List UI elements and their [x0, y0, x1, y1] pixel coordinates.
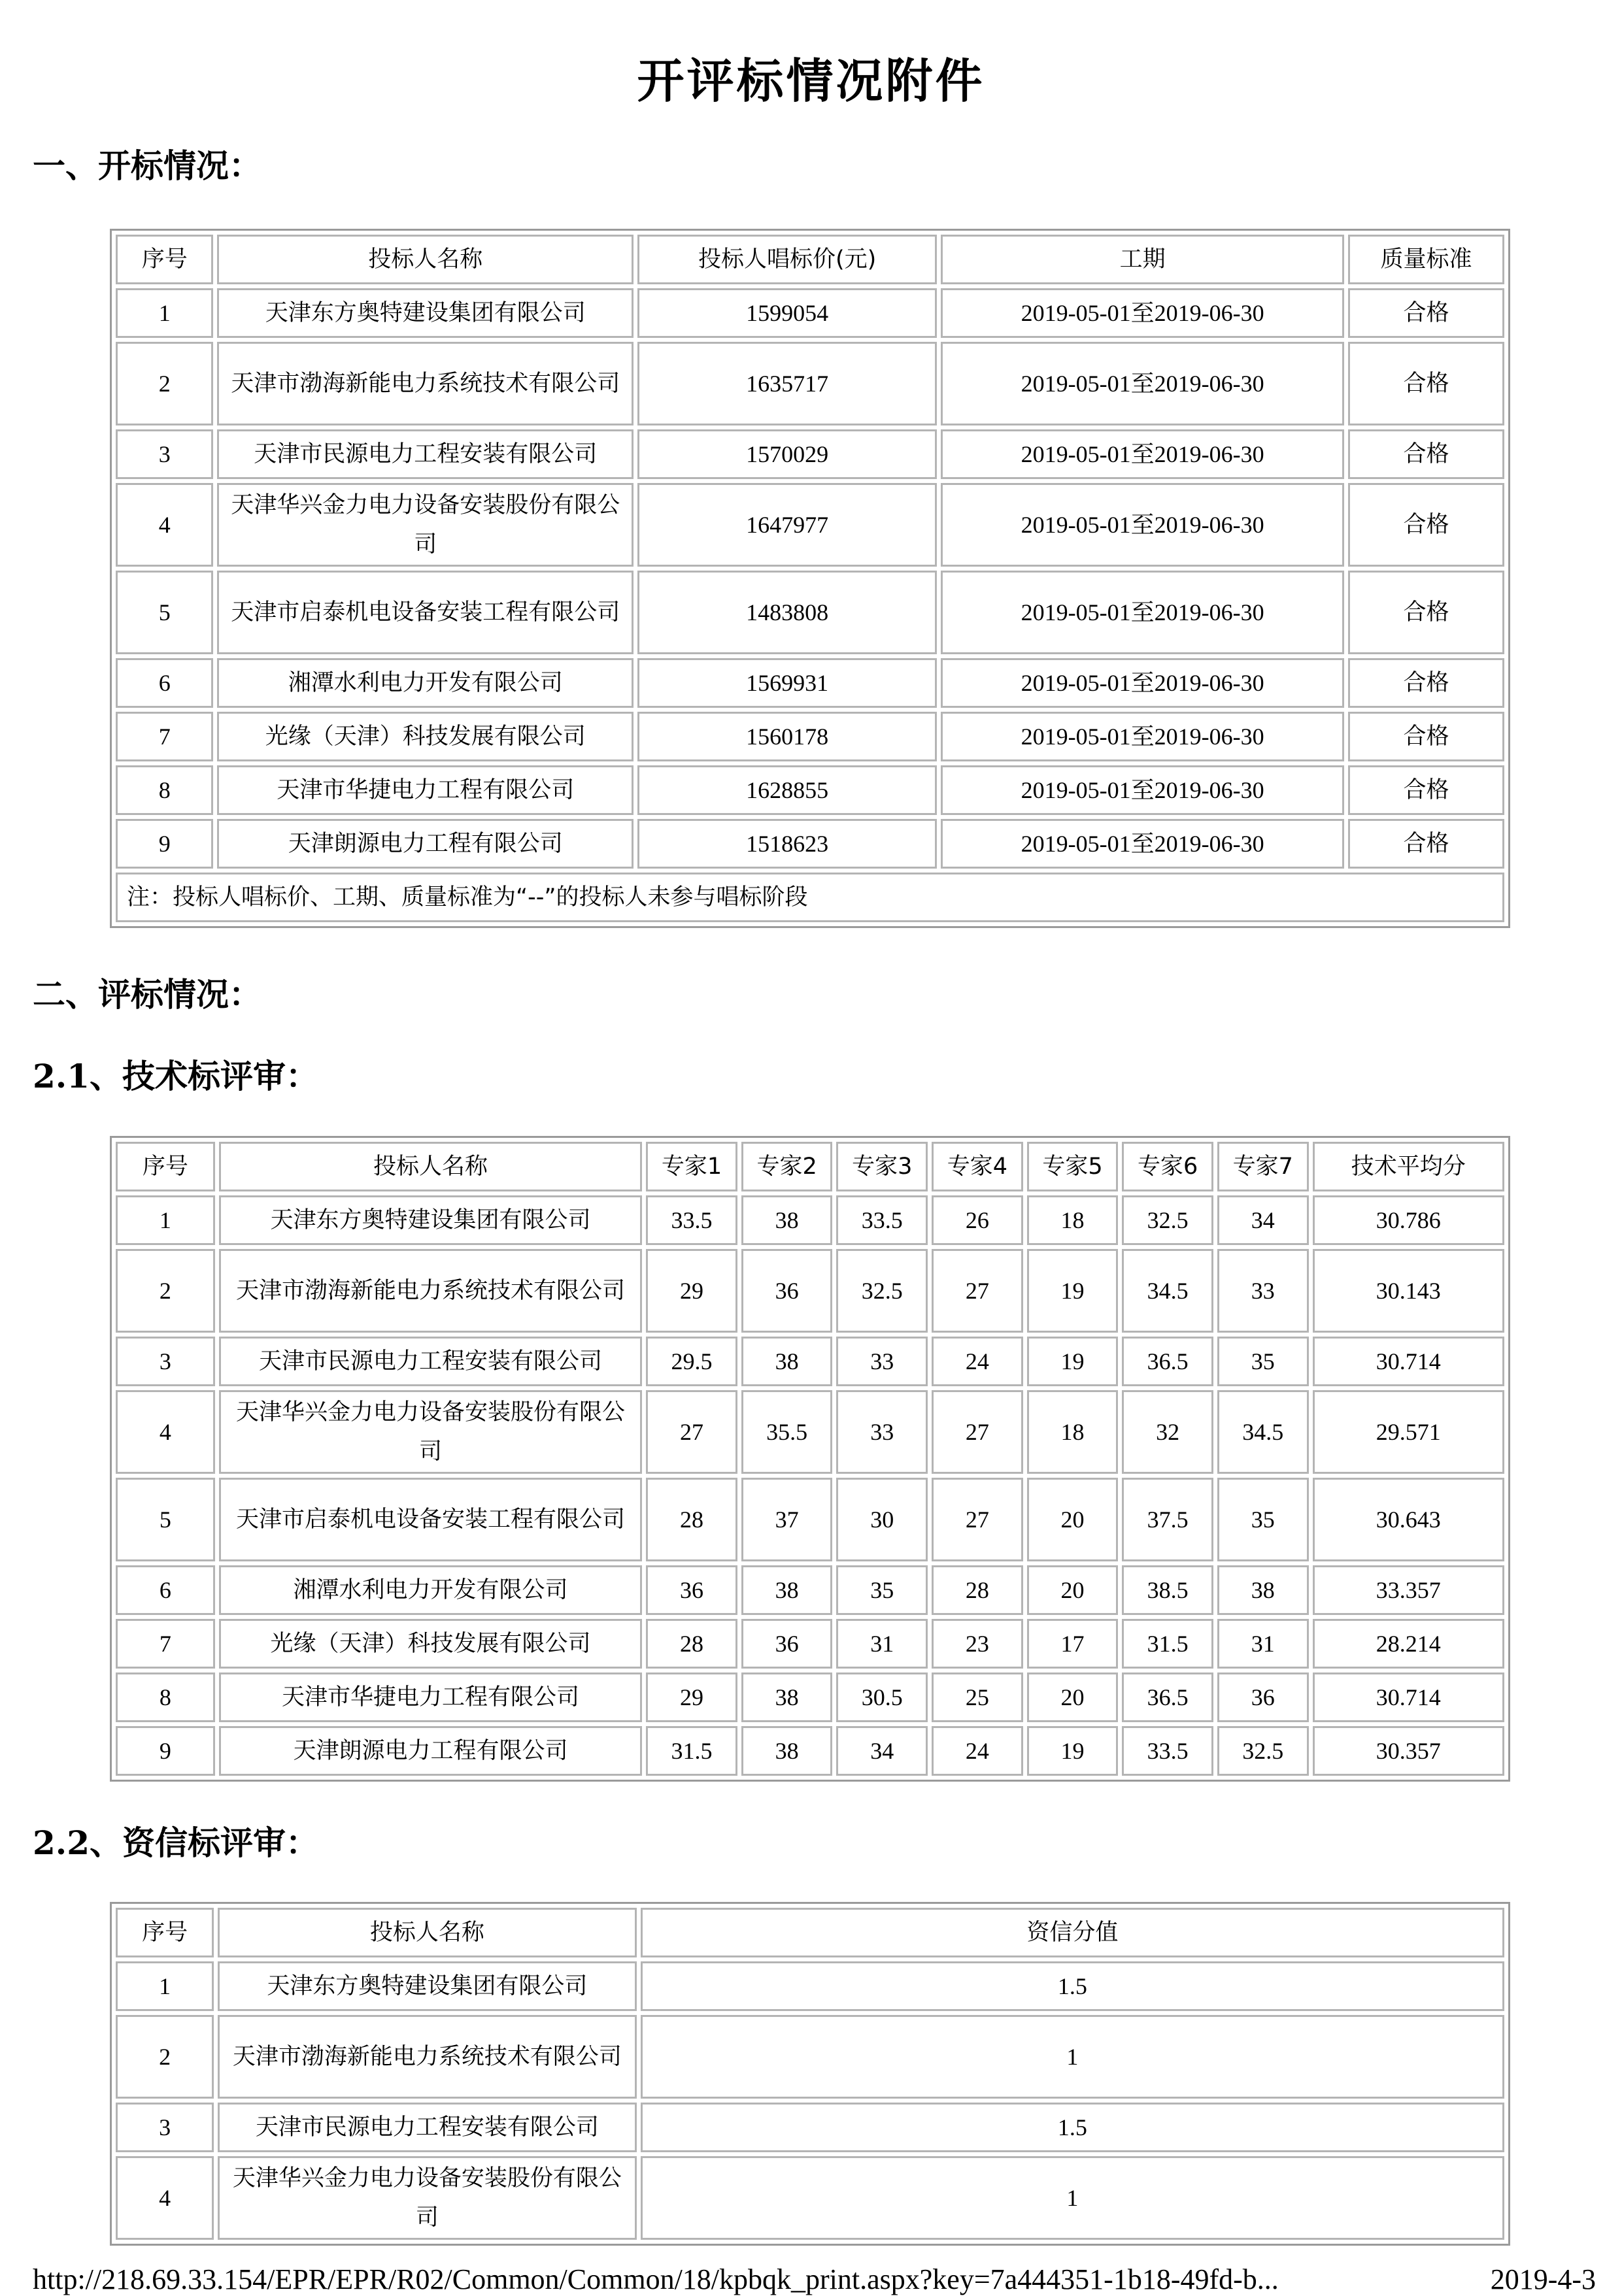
table-row: [116, 1249, 1504, 1333]
table-header-row: [116, 1142, 1504, 1191]
table-cell: 30.357: [1313, 1726, 1504, 1776]
table-cell: 33: [836, 1337, 928, 1386]
table-cell: 天津华兴金力电力设备安装股份有限公司: [217, 483, 634, 567]
opening-table: [110, 229, 1510, 928]
table-cell: 1: [641, 2156, 1504, 2240]
table-cell: 38: [741, 1672, 833, 1722]
table-cell: 光缘（天津）科技发展有限公司: [217, 712, 634, 761]
table-cell: 5: [116, 571, 213, 654]
table-cell: 30.643: [1313, 1478, 1504, 1561]
table-cell: 天津朗源电力工程有限公司: [217, 819, 634, 869]
table-cell: 天津朗源电力工程有限公司: [219, 1726, 643, 1776]
header-cell: 投标人唱标价(元): [637, 235, 937, 284]
table-cell: 1.5: [641, 2103, 1504, 2152]
table-cell: 25: [932, 1672, 1023, 1722]
technical-table: [110, 1136, 1510, 1782]
table-cell: 19: [1027, 1337, 1119, 1386]
header-cell: 投标人名称: [219, 1142, 643, 1191]
table-cell: 31: [836, 1619, 928, 1669]
table-row: [116, 2015, 1504, 2099]
table-cell: 27: [932, 1478, 1023, 1561]
table-cell: 27: [646, 1390, 737, 1474]
table-row: [116, 658, 1504, 708]
table-row: [116, 1478, 1504, 1561]
table-row: [116, 1961, 1504, 2011]
table-cell: 35: [1217, 1337, 1309, 1386]
table-cell: 3: [116, 2103, 214, 2152]
table-cell: 天津市民源电力工程安装有限公司: [218, 2103, 637, 2152]
table-cell: 5: [116, 1478, 215, 1561]
table-cell: 35.5: [741, 1390, 833, 1474]
table-cell: 1483808: [637, 571, 937, 654]
table-cell: 湘潭水利电力开发有限公司: [219, 1565, 643, 1615]
header-cell: 技术平均分: [1313, 1142, 1504, 1191]
table-cell: 36: [1217, 1672, 1309, 1722]
table-row: [116, 288, 1504, 338]
table-cell: 9: [116, 819, 213, 869]
table-cell: 天津市启泰机电设备安装工程有限公司: [217, 571, 634, 654]
table-row: [116, 1726, 1504, 1776]
note-row: [116, 873, 1504, 922]
table-cell: 4: [116, 483, 213, 567]
table-cell: 天津市渤海新能电力系统技术有限公司: [218, 2015, 637, 2099]
table-cell: 29: [646, 1672, 737, 1722]
table-cell: 1: [116, 1961, 214, 2011]
table-cell: 27: [932, 1249, 1023, 1333]
table-cell: 34: [1217, 1195, 1309, 1245]
table-cell: 天津市民源电力工程安装有限公司: [217, 429, 634, 479]
table-cell: 33.5: [646, 1195, 737, 1245]
table-cell: 2019-05-01至2019-06-30: [941, 712, 1344, 761]
table-cell: 6: [116, 658, 213, 708]
table-note: 注：投标人唱标价、工期、质量标准为“--”的投标人未参与唱标阶段: [116, 873, 1504, 922]
footer-date: 2019-4-3: [1490, 2263, 1596, 2295]
table-cell: 30: [836, 1478, 928, 1561]
table-cell: 天津市渤海新能电力系统技术有限公司: [219, 1249, 643, 1333]
table-cell: 4: [116, 1390, 215, 1474]
header-cell: 专家4: [932, 1142, 1023, 1191]
header-cell: 专家3: [836, 1142, 928, 1191]
table-cell: 33: [1217, 1249, 1309, 1333]
table-cell: 23: [932, 1619, 1023, 1669]
credit-table: [110, 1902, 1510, 2246]
table-cell: 34: [836, 1726, 928, 1776]
table-cell: 35: [836, 1565, 928, 1615]
section-heading-evaluation: 二、评标情况：: [33, 975, 262, 1014]
table-cell: 38: [741, 1337, 833, 1386]
table-cell: 2019-05-01至2019-06-30: [941, 571, 1344, 654]
table-row: [116, 2156, 1504, 2240]
table-cell: 36.5: [1122, 1337, 1213, 1386]
table-cell: 4: [116, 2156, 214, 2240]
page-title: 开评标情况附件: [637, 53, 985, 108]
table-cell: 27: [932, 1390, 1023, 1474]
table-cell: 38: [741, 1195, 833, 1245]
table-cell: 19: [1027, 1726, 1119, 1776]
table-cell: 天津市民源电力工程安装有限公司: [219, 1337, 643, 1386]
table-cell: 17: [1027, 1619, 1119, 1669]
table-cell: 6: [116, 1565, 215, 1615]
table-cell: 33.5: [836, 1195, 928, 1245]
table-cell: 28: [646, 1478, 737, 1561]
table-cell: 天津东方奥特建设集团有限公司: [218, 1961, 637, 2011]
table-cell: 30.714: [1313, 1337, 1504, 1386]
table-cell: 合格: [1348, 288, 1504, 338]
table-cell: 1: [116, 1195, 215, 1245]
table-row: [116, 429, 1504, 479]
table-cell: 19: [1027, 1249, 1119, 1333]
table-cell: 天津东方奥特建设集团有限公司: [219, 1195, 643, 1245]
header-cell: 专家7: [1217, 1142, 1309, 1191]
table-cell: 31.5: [1122, 1619, 1213, 1669]
table-cell: 2019-05-01至2019-06-30: [941, 819, 1344, 869]
table-cell: 26: [932, 1195, 1023, 1245]
table-cell: 1: [641, 2015, 1504, 2099]
table-cell: 2019-05-01至2019-06-30: [941, 429, 1344, 479]
header-cell: 资信分值: [641, 1908, 1504, 1957]
table-cell: 2: [116, 1249, 215, 1333]
table-cell: 8: [116, 765, 213, 815]
table-cell: 9: [116, 1726, 215, 1776]
table-cell: 合格: [1348, 342, 1504, 425]
table-cell: 20: [1027, 1672, 1119, 1722]
table-cell: 7: [116, 712, 213, 761]
header-cell: 专家5: [1027, 1142, 1119, 1191]
table-cell: 33.5: [1122, 1726, 1213, 1776]
table-cell: 1.5: [641, 1961, 1504, 2011]
table-cell: 2019-05-01至2019-06-30: [941, 658, 1344, 708]
table-cell: 2019-05-01至2019-06-30: [941, 342, 1344, 425]
table-cell: 30.5: [836, 1672, 928, 1722]
table-row: [116, 342, 1504, 425]
table-cell: 30.714: [1313, 1672, 1504, 1722]
table-cell: 8: [116, 1672, 215, 1722]
table-cell: 1647977: [637, 483, 937, 567]
table-cell: 24: [932, 1726, 1023, 1776]
table-cell: 24: [932, 1337, 1023, 1386]
table-row: [116, 819, 1504, 869]
table-row: [116, 1337, 1504, 1386]
table-cell: 30.786: [1313, 1195, 1504, 1245]
table-cell: 29: [646, 1249, 737, 1333]
table-cell: 36: [646, 1565, 737, 1615]
table-cell: 合格: [1348, 571, 1504, 654]
table-row: [116, 1672, 1504, 1722]
table-cell: 18: [1027, 1195, 1119, 1245]
table-cell: 30.143: [1313, 1249, 1504, 1333]
table-cell: 天津市启泰机电设备安装工程有限公司: [219, 1478, 643, 1561]
table-cell: 38: [1217, 1565, 1309, 1615]
table-cell: 湘潭水利电力开发有限公司: [217, 658, 634, 708]
header-cell: 工期: [941, 235, 1344, 284]
table-row: [116, 765, 1504, 815]
table-cell: 38.5: [1122, 1565, 1213, 1615]
table-cell: 3: [116, 1337, 215, 1386]
table-cell: 1: [116, 288, 213, 338]
table-cell: 合格: [1348, 429, 1504, 479]
table-cell: 32: [1122, 1390, 1213, 1474]
table-cell: 1570029: [637, 429, 937, 479]
header-cell: 序号: [116, 1908, 214, 1957]
table-row: [116, 712, 1504, 761]
table-cell: 天津市华捷电力工程有限公司: [217, 765, 634, 815]
table-cell: 38: [741, 1726, 833, 1776]
table-header-row: [116, 1908, 1504, 1957]
table-row: [116, 1619, 1504, 1669]
table-cell: 32.5: [1122, 1195, 1213, 1245]
table-row: [116, 1565, 1504, 1615]
header-cell: 专家6: [1122, 1142, 1213, 1191]
table-cell: 34.5: [1122, 1249, 1213, 1333]
table-cell: 28: [932, 1565, 1023, 1615]
table-cell: 28.214: [1313, 1619, 1504, 1669]
table-cell: 31: [1217, 1619, 1309, 1669]
table-cell: 3: [116, 429, 213, 479]
table-row: [116, 571, 1504, 654]
header-cell: 投标人名称: [218, 1908, 637, 1957]
table-row: [116, 1390, 1504, 1474]
table-row: [116, 2103, 1504, 2152]
table-cell: 1560178: [637, 712, 937, 761]
table-cell: 天津华兴金力电力设备安装股份有限公司: [219, 1390, 643, 1474]
table-cell: 合格: [1348, 765, 1504, 815]
table-cell: 29.571: [1313, 1390, 1504, 1474]
table-cell: 1569931: [637, 658, 937, 708]
table-cell: 33.357: [1313, 1565, 1504, 1615]
table-cell: 35: [1217, 1478, 1309, 1561]
table-cell: 天津市华捷电力工程有限公司: [219, 1672, 643, 1722]
table-cell: 18: [1027, 1390, 1119, 1474]
table-cell: 合格: [1348, 483, 1504, 567]
table-row: [116, 483, 1504, 567]
table-cell: 1518623: [637, 819, 937, 869]
section-heading-opening: 一、开标情况：: [33, 146, 262, 185]
table-cell: 合格: [1348, 819, 1504, 869]
table-cell: 7: [116, 1619, 215, 1669]
table-cell: 2019-05-01至2019-06-30: [941, 288, 1344, 338]
header-cell: 序号: [116, 235, 213, 284]
table-cell: 33: [836, 1390, 928, 1474]
table-cell: 29.5: [646, 1337, 737, 1386]
header-cell: 专家1: [646, 1142, 737, 1191]
header-cell: 质量标准: [1348, 235, 1504, 284]
table-cell: 31.5: [646, 1726, 737, 1776]
table-cell: 36.5: [1122, 1672, 1213, 1722]
table-cell: 20: [1027, 1478, 1119, 1561]
table-cell: 1635717: [637, 342, 937, 425]
table-cell: 天津东方奥特建设集团有限公司: [217, 288, 634, 338]
table-cell: 20: [1027, 1565, 1119, 1615]
table-cell: 1628855: [637, 765, 937, 815]
table-cell: 37: [741, 1478, 833, 1561]
table-cell: 36: [741, 1249, 833, 1333]
table-cell: 37.5: [1122, 1478, 1213, 1561]
table-cell: 合格: [1348, 712, 1504, 761]
table-cell: 34.5: [1217, 1390, 1309, 1474]
table-cell: 合格: [1348, 658, 1504, 708]
table-cell: 天津市渤海新能电力系统技术有限公司: [217, 342, 634, 425]
table-cell: 32.5: [1217, 1726, 1309, 1776]
table-cell: 2: [116, 342, 213, 425]
footer-url: http://218.69.33.154/EPR/EPR/R02/Common/Common/18/kpbqk_print.aspx?key=7a444351-1b18-49fd-b...: [33, 2263, 1279, 2295]
table-cell: 2019-05-01至2019-06-30: [941, 483, 1344, 567]
table-cell: 天津华兴金力电力设备安装股份有限公司: [218, 2156, 637, 2240]
header-cell: 投标人名称: [217, 235, 634, 284]
section-heading-credit: 2.2、资信标评审：: [33, 1823, 318, 1862]
table-cell: 光缘（天津）科技发展有限公司: [219, 1619, 643, 1669]
table-cell: 36: [741, 1619, 833, 1669]
table-cell: 2: [116, 2015, 214, 2099]
header-cell: 序号: [116, 1142, 215, 1191]
header-cell: 专家2: [741, 1142, 833, 1191]
table-cell: 32.5: [836, 1249, 928, 1333]
table-cell: 38: [741, 1565, 833, 1615]
table-header-row: [116, 235, 1504, 284]
table-cell: 28: [646, 1619, 737, 1669]
table-cell: 2019-05-01至2019-06-30: [941, 765, 1344, 815]
section-heading-technical: 2.1、技术标评审：: [33, 1057, 318, 1095]
table-row: [116, 1195, 1504, 1245]
table-cell: 1599054: [637, 288, 937, 338]
